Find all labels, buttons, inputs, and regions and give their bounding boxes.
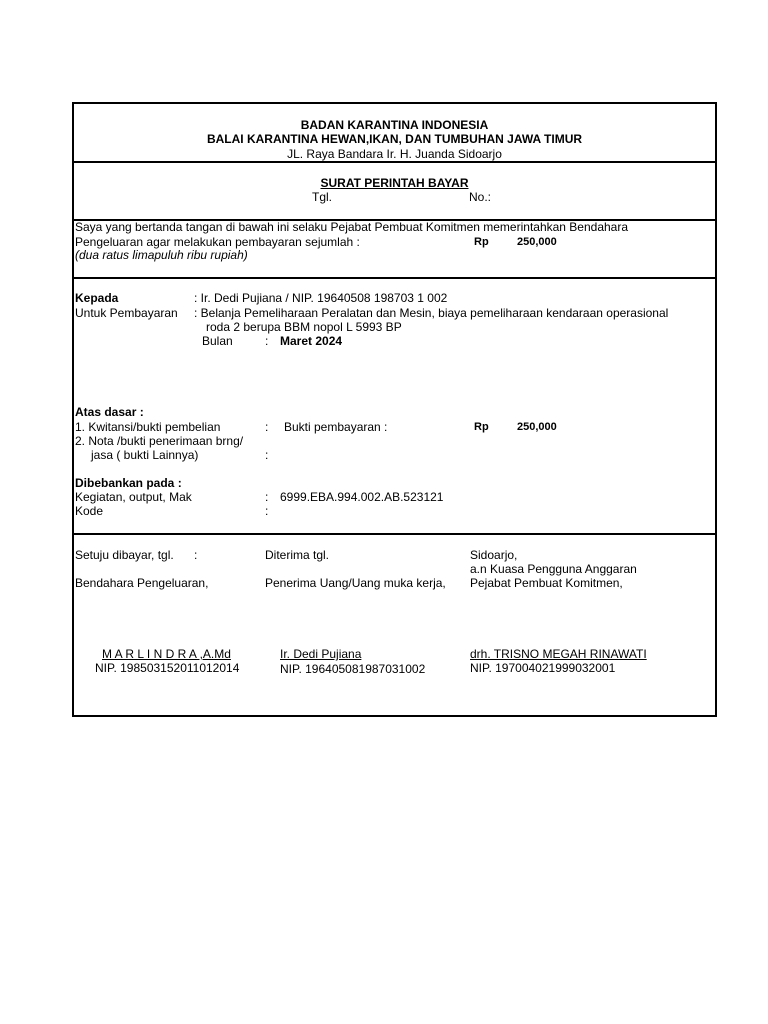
- recipient-name: Ir. Dedi Pujiana: [280, 647, 362, 661]
- document-title: SURAT PERINTAH BAYAR: [320, 176, 469, 190]
- payment-proof-label: Bukti pembayaran :: [284, 420, 388, 434]
- amount-in-words: (dua ratus limapuluh ribu rupiah): [75, 248, 248, 262]
- kegiatan-colon: :: [265, 490, 269, 504]
- basis-item-1: 1. Kwitansi/bukti pembelian: [75, 420, 221, 434]
- authority-label: a.n Kuasa Pengguna Anggaran: [470, 562, 637, 576]
- kepada-value: : Ir. Dedi Pujiana / NIP. 19640508 198703 1 002: [194, 291, 448, 305]
- divider: [74, 277, 715, 279]
- agency-name: BADAN KARANTINA INDONESIA: [300, 118, 489, 132]
- basis-item-2-colon: :: [265, 448, 269, 462]
- basis-heading: Atas dasar :: [75, 405, 144, 419]
- bulan-label: Bulan: [202, 334, 233, 348]
- recipient-nip: NIP. 196405081987031002: [280, 662, 426, 676]
- place-label: Sidoarjo,: [470, 548, 518, 562]
- basis-item-2-cont: jasa ( bukti Lainnya): [91, 448, 199, 462]
- untuk-pembayaran-value: : Belanja Pemeliharaan Peralatan dan Mesin, biaya pemeliharaan kendaraan operasional: [194, 306, 669, 320]
- order-line-2: Pengeluaran agar melakukan pembayaran sejumlah :: [75, 235, 360, 249]
- kode-label: Kode: [75, 504, 104, 518]
- basis-item-1-colon: :: [265, 420, 269, 434]
- bulan-colon: :: [265, 334, 269, 348]
- basis-currency: Rp: [474, 421, 489, 433]
- received-date-label: Diterima tgl.: [265, 548, 330, 562]
- untuk-pembayaran-label: Untuk Pembayaran: [75, 306, 178, 320]
- recipient-role: Penerima Uang/Uang muka kerja,: [265, 576, 446, 590]
- number-label: No.:: [469, 190, 492, 204]
- untuk-pembayaran-value-cont: roda 2 berupa BBM nopol L 5993 BP: [206, 320, 402, 334]
- kode-colon: :: [265, 504, 269, 518]
- office-name: BALAI KARANTINA HEWAN,IKAN, DAN TUMBUHAN JAWA TIMUR: [206, 132, 583, 146]
- commitment-officer-role: Pejabat Pembuat Komitmen,: [470, 576, 623, 590]
- basis-item-2: 2. Nota /bukti penerimaan brng/: [75, 434, 244, 448]
- order-currency: Rp: [474, 236, 489, 248]
- bulan-value: Maret 2024: [280, 334, 343, 348]
- divider: [74, 161, 715, 163]
- treasurer-role: Bendahara Pengeluaran,: [75, 576, 209, 590]
- treasurer-name: M A R L I N D R A ,A.Md: [102, 647, 231, 661]
- approval-date-label: Setuju dibayar, tgl.: [75, 548, 174, 562]
- kegiatan-value: 6999.EBA.994.002.AB.523121: [280, 490, 444, 504]
- approval-date-colon: :: [194, 548, 198, 562]
- order-amount: 250,000: [517, 236, 557, 248]
- commitment-officer-name: drh. TRISNO MEGAH RINAWATI: [470, 647, 647, 661]
- treasurer-nip: NIP. 198503152011012014: [95, 661, 240, 675]
- kegiatan-label: Kegiatan, output, Mak: [75, 490, 192, 504]
- payment-order-form: [72, 102, 717, 717]
- basis-amount: 250,000: [517, 421, 557, 433]
- date-label: Tgl.: [312, 190, 333, 204]
- charged-heading: Dibebankan pada :: [75, 476, 182, 490]
- kepada-label: Kepada: [75, 291, 119, 305]
- order-line-1: Saya yang bertanda tangan di bawah ini selaku Pejabat Pembuat Komitmen memerintahkan Bendahara: [75, 220, 629, 234]
- divider: [74, 533, 715, 535]
- commitment-officer-nip: NIP. 197004021999032001: [470, 661, 616, 675]
- office-address: JL. Raya Bandara Ir. H. Juanda Sidoarjo: [287, 147, 502, 161]
